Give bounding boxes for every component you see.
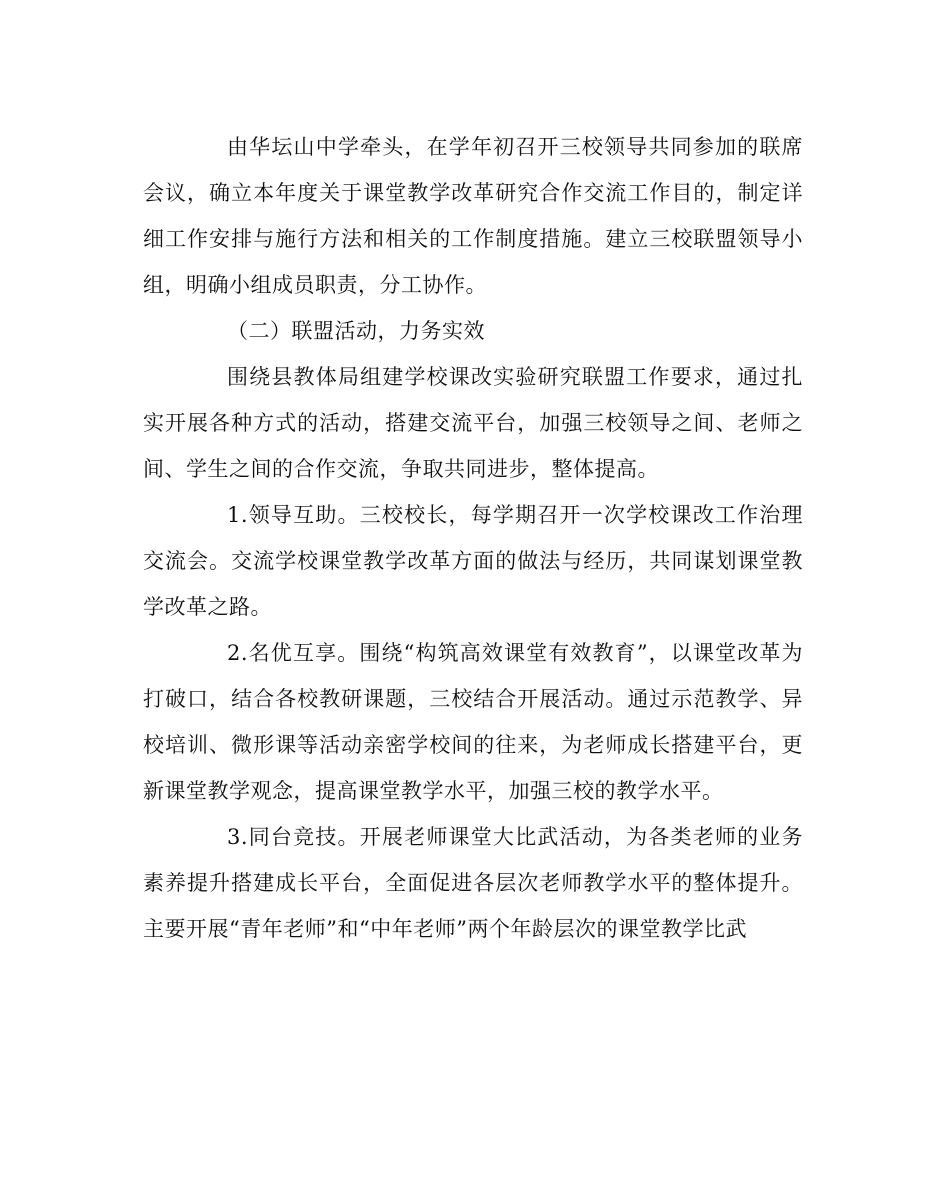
paragraph-excellent-teachers-sharing: 2.名优互享。围绕“构筑高效课堂有效教育”，以课堂改革为打破口，结合各校教研课题，三校结合开展活动。通过示范教学、异校培训、微形课等活动亲密学校间的往来，为老师成长搭建平台，更新课堂教学观念，提高课堂教学水平，加强三校的教学水平。 <box>143 641 803 803</box>
paragraph-alliance-requirements: 围绕县教体局组建学校课改实验研究联盟工作要求，通过扎实开展各种方式的活动，搭建交流平台，加强三校领导之间、老师之间、学生之间的合作交流，争取共同进步，整体提高。 <box>143 365 803 481</box>
paragraph-teaching-competition: 3.同台竞技。开展老师课堂大比武活动，为各类老师的业务素养提升搭建成长平台，全面促进各层次老师教学水平的整体提升。主要开展“青年老师”和“中年老师”两个年龄层次的课堂教学比武 <box>143 825 803 941</box>
paragraph-leadership-meeting: 由华坛山中学牵头，在学年初召开三校领导共同参加的联席会议，确立本年度关于课堂教学改革研究合作交流工作目的，制定详细工作安排与施行方法和相关的工作制度措施。建立三校联盟领导小组，明确小组成员职责，分工协作。 <box>143 135 803 297</box>
paragraph-leadership-mutual-aid: 1.领导互助。三校校长，每学期召开一次学校课改工作治理交流会。交流学校课堂教学改革方面的做法与经历，共同谋划课堂教学改革之路。 <box>143 503 803 619</box>
section-heading-alliance-activities: （二）联盟活动，力务实效 <box>227 319 485 343</box>
document-body <box>143 124 803 952</box>
